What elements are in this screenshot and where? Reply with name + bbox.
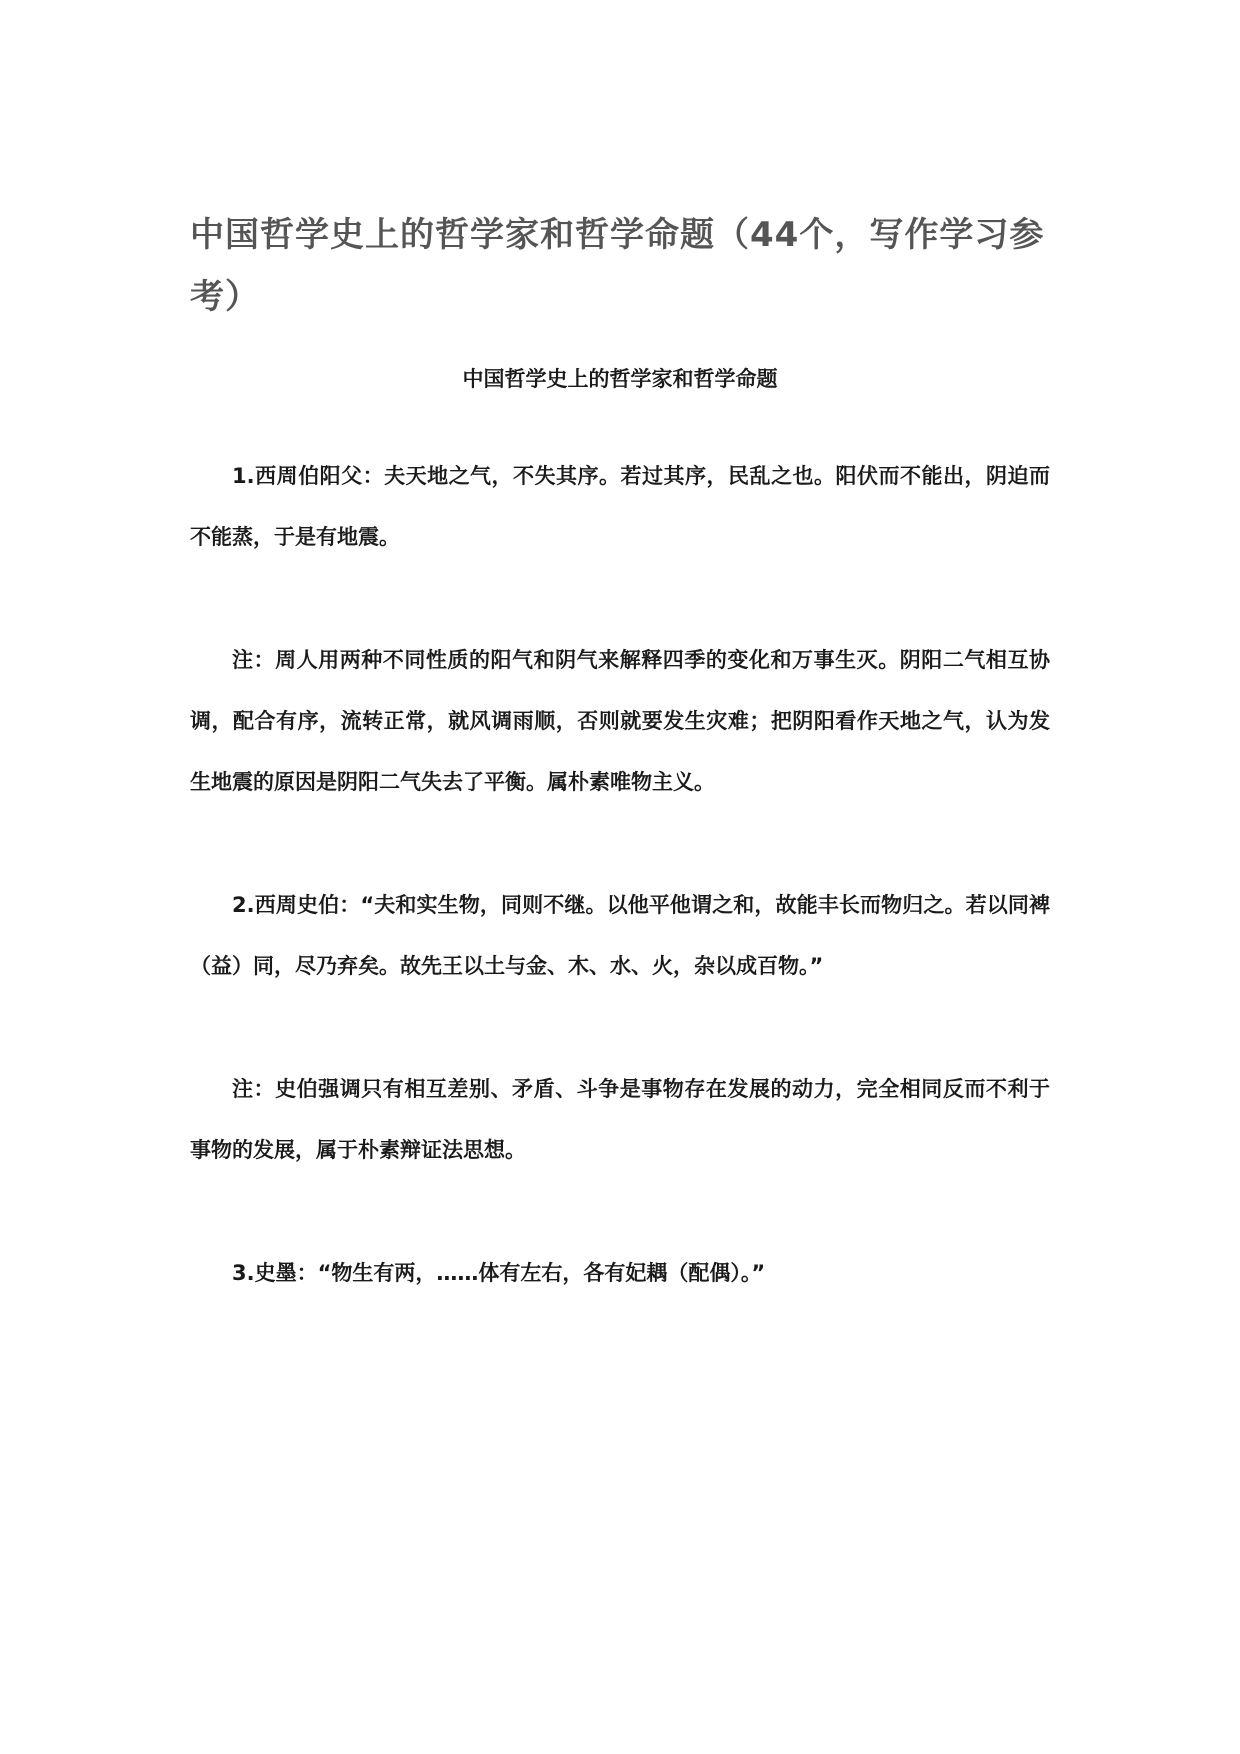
paragraph-3: 3.史墨：“物生有两，……体有左右，各有妃耦（配偶）。” [232,1261,766,1285]
paragraph-2-note: 注：史伯强调只有相互差别、矛盾、斗争是事物存在发展的动力，完全相同反而不利于事物的发展，属于朴素辩证法思想。 [190,1077,1050,1162]
paragraph-1: 1.西周伯阳父：夫天地之气，不失其序。若过其序，民乱之也。阳伏而不能出，阴迫而不能蒸，于是有地震。 [190,464,1050,549]
paragraph-1-note: 注：周人用两种不同性质的阳气和阴气来解释四季的变化和万事生灭。阴阳二气相互协调，配合有序，流转正常，就风调雨顺，否则就要发生灾难；把阴阳看作天地之气，认为发生地震的原因是阴阳二气失去了平衡。属朴素唯物主义。 [190,648,1050,794]
document-title: 中国哲学史上的哲学家和哲学命题（44个，写作学习参考） [190,215,1045,317]
document-subtitle: 中国哲学史上的哲学家和哲学命题 [462,367,778,391]
paragraph-2: 2.西周史伯：“夫和实生物，同则不继。以他平他谓之和，故能丰长而物归之。若以同裨（益）同，尽乃弃矣。故先王以土与金、木、水、火，杂以成百物。” [190,893,1050,978]
document-body [190,446,1050,1304]
